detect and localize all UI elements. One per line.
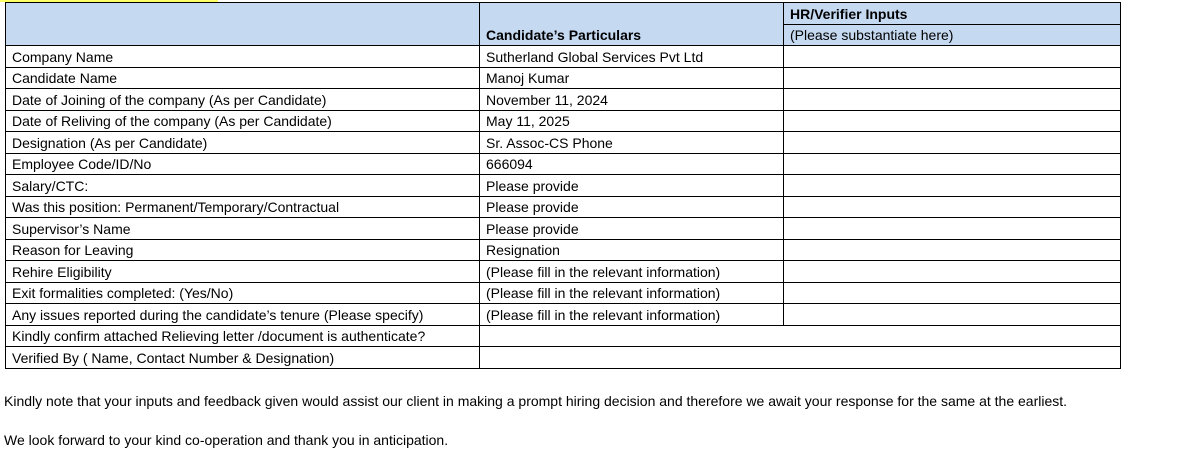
- row-label: Candidate Name: [6, 67, 480, 89]
- verifier-input-cell[interactable]: [784, 46, 1121, 68]
- row-value: (Please fill in the relevant information): [480, 282, 784, 304]
- table-row: [6, 153, 1121, 175]
- row-label: Date of Reliving of the company (As per Candidate): [6, 110, 480, 132]
- table-row: [6, 132, 1121, 154]
- verifier-input-cell[interactable]: [784, 239, 1121, 261]
- row-value: (Please fill in the relevant information): [480, 261, 784, 283]
- row-label: Kindly confirm attached Relieving letter /document is authenticate?: [6, 325, 480, 347]
- row-label: Employee Code/ID/No: [6, 153, 480, 175]
- row-label: Date of Joining of the company (As per Candidate): [6, 89, 480, 111]
- verifier-input-cell[interactable]: [784, 261, 1121, 283]
- header-verifier: HR/Verifier Inputs: [784, 3, 1121, 25]
- verifier-input-cell[interactable]: [784, 132, 1121, 154]
- row-value: (Please fill in the relevant information): [480, 304, 784, 326]
- table-row: [6, 175, 1121, 197]
- note-thanks: We look forward to your kind co-operation and thank you in anticipation.: [4, 432, 449, 448]
- row-label: Any issues reported during the candidate’s tenure (Please specify): [6, 304, 480, 326]
- verifier-input-cell[interactable]: [784, 89, 1121, 111]
- row-value: Please provide: [480, 196, 784, 218]
- header-row-1: [6, 3, 1121, 25]
- verifier-input-cell[interactable]: [784, 282, 1121, 304]
- header-verifier-sub: (Please substantiate here): [784, 24, 1121, 46]
- row-label: Designation (As per Candidate): [6, 132, 480, 154]
- note-assist: Kindly note that your inputs and feedback given would assist our client in making a prompt hiring decision and therefore we await your response for the same at the earliest.: [4, 393, 1068, 409]
- header-empty-cell: [6, 3, 480, 46]
- row-value: Please provide: [480, 218, 784, 240]
- row-value: Resignation: [480, 239, 784, 261]
- row-label: Salary/CTC:: [6, 175, 480, 197]
- table-row: [6, 67, 1121, 89]
- verifier-input-cell[interactable]: [784, 67, 1121, 89]
- table-row: [6, 261, 1121, 283]
- row-label: Exit formalities completed: (Yes/No): [6, 282, 480, 304]
- verifier-input-cell[interactable]: [784, 175, 1121, 197]
- row-value: May 11, 2025: [480, 110, 784, 132]
- verifier-input-cell[interactable]: [784, 110, 1121, 132]
- row-label: Rehire Eligibility: [6, 261, 480, 283]
- row-label: Verified By ( Name, Contact Number & Designation): [6, 347, 480, 369]
- verifier-input-cell[interactable]: [784, 196, 1121, 218]
- table-row: [6, 46, 1121, 68]
- row-value: Manoj Kumar: [480, 67, 784, 89]
- row-value: Sr. Assoc-CS Phone: [480, 132, 784, 154]
- table-row: [6, 347, 1121, 369]
- table-row: [6, 89, 1121, 111]
- table-row: [6, 110, 1121, 132]
- header-particulars: Candidate’s Particulars: [480, 3, 784, 46]
- table-row: [6, 218, 1121, 240]
- verification-table: [5, 2, 1121, 369]
- verifier-input-cell[interactable]: [784, 304, 1121, 326]
- row-value: 666094: [480, 153, 784, 175]
- table-row: [6, 282, 1121, 304]
- row-label: Company Name: [6, 46, 480, 68]
- row-label: Was this position: Permanent/Temporary/Contractual: [6, 196, 480, 218]
- row-value: Please provide: [480, 175, 784, 197]
- row-value: Sutherland Global Services Pvt Ltd: [480, 46, 784, 68]
- row-label: Supervisor’s Name: [6, 218, 480, 240]
- table-row: [6, 196, 1121, 218]
- table-row: [6, 304, 1121, 326]
- row-label: Reason for Leaving: [6, 239, 480, 261]
- verifier-input-cell[interactable]: [480, 347, 1121, 369]
- table-row: [6, 325, 1121, 347]
- verifier-input-cell[interactable]: [480, 325, 1121, 347]
- verifier-input-cell[interactable]: [784, 153, 1121, 175]
- row-value: November 11, 2024: [480, 89, 784, 111]
- table-row: [6, 239, 1121, 261]
- verifier-input-cell[interactable]: [784, 218, 1121, 240]
